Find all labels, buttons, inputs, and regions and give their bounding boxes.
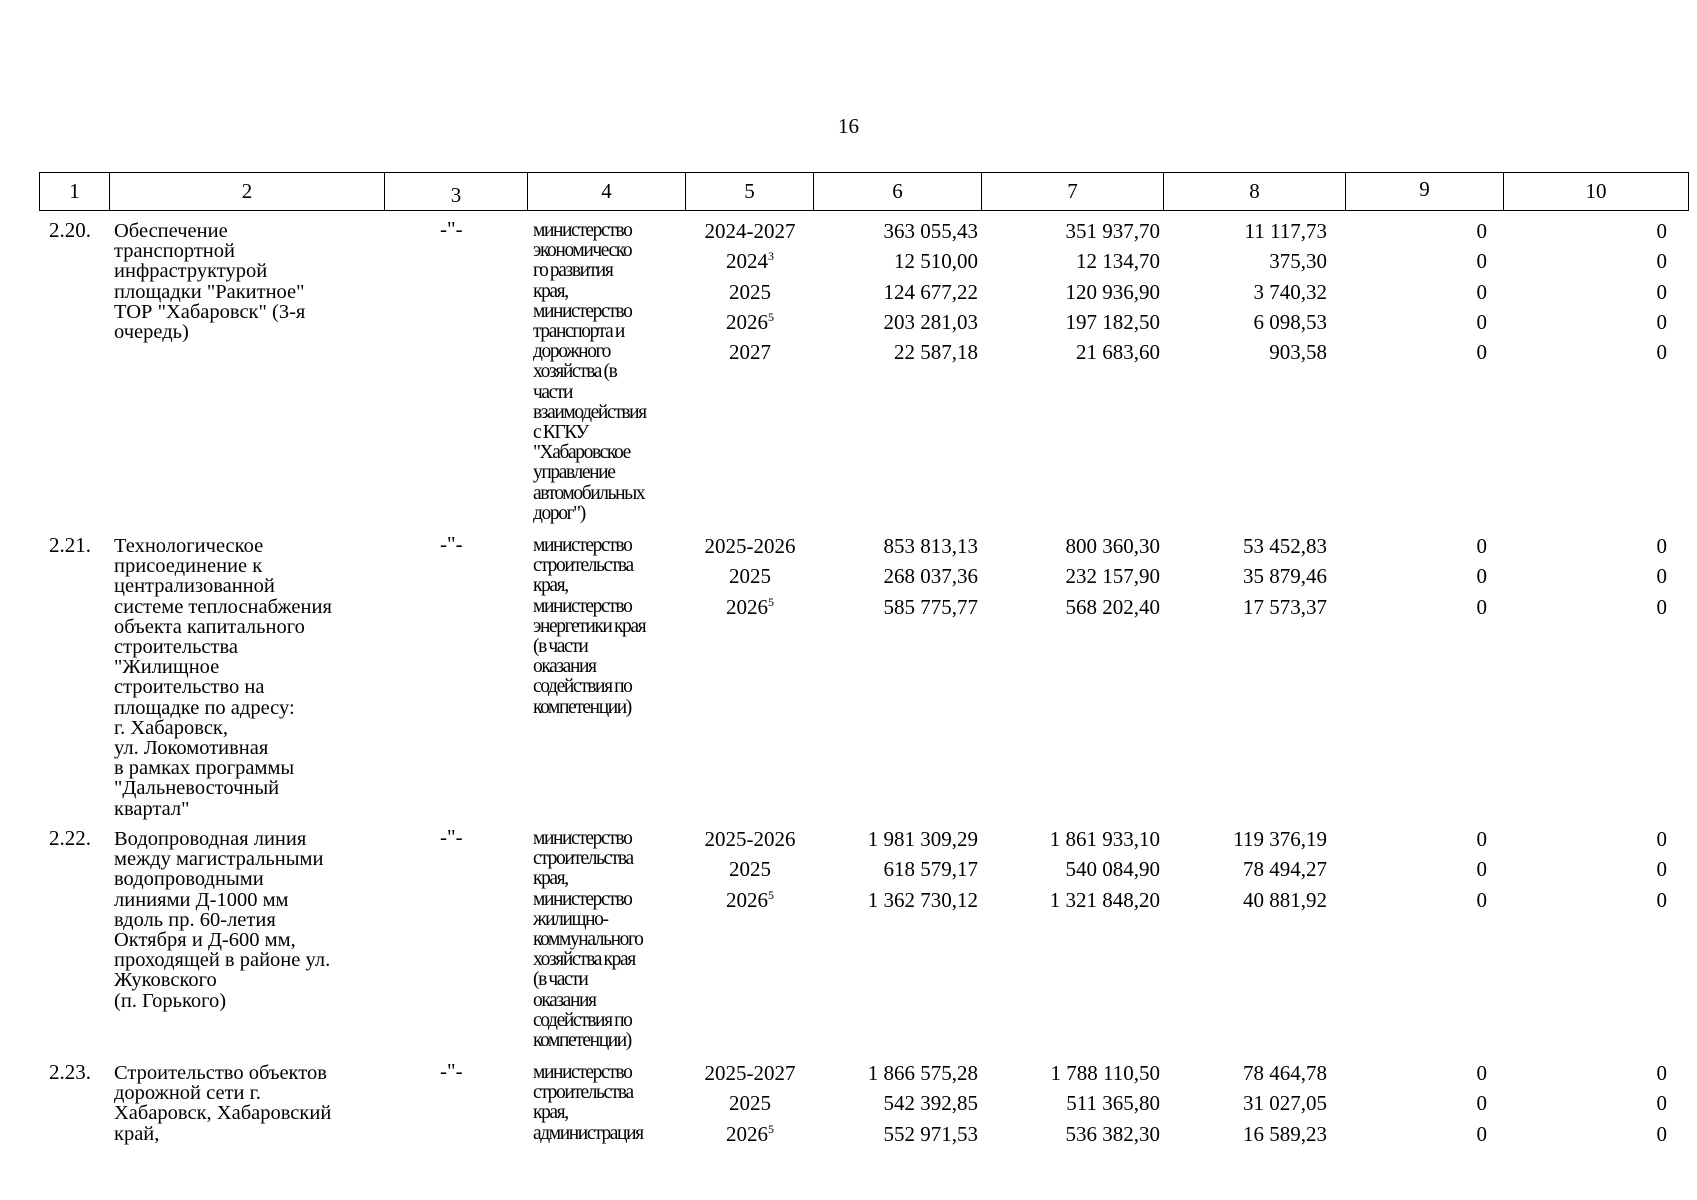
- col-6-value: 124 677,22: [883, 279, 978, 304]
- col-6-value: 542 392,85: [883, 1091, 978, 1116]
- col-6: [808, 216, 978, 367]
- year-text: 2027: [729, 340, 771, 365]
- col-9-value: 0: [1476, 1091, 1487, 1116]
- col-10-value: 0: [1656, 1121, 1667, 1146]
- col-9-value: 0: [1476, 887, 1487, 912]
- text-line: в рамках программы: [114, 757, 295, 780]
- header-col-10: 10: [1503, 173, 1688, 210]
- text-line: хозяйства (в: [533, 361, 617, 383]
- text-line: Жуковского: [114, 969, 217, 992]
- year-text: 2026: [726, 887, 768, 912]
- row-organization: [533, 221, 683, 524]
- col-10-value: 0: [1656, 827, 1667, 851]
- text-line: управление: [533, 462, 615, 484]
- text-line: содействия по: [533, 1009, 632, 1031]
- col-6-value: 203 281,03: [883, 309, 978, 334]
- year: [690, 592, 810, 622]
- col-9-value: 0: [1476, 594, 1487, 619]
- text-line: "Хабаровское: [533, 442, 630, 464]
- year: [690, 531, 810, 561]
- col-7: [990, 531, 1160, 622]
- year-text: 2025-2026: [704, 827, 796, 851]
- footnote-mark: 5: [768, 887, 774, 902]
- text-line: го развития: [533, 260, 613, 282]
- col-10-value: 0: [1656, 249, 1667, 274]
- text-line: Водопроводная линия: [114, 828, 307, 850]
- col-7-value: 568 202,40: [1065, 594, 1160, 619]
- text-line: инфраструктурой: [114, 260, 268, 283]
- text-line: ул. Локомотивная: [114, 737, 269, 760]
- col-7-value: 540 084,90: [1065, 857, 1160, 882]
- col-8-value: 17 573,37: [1243, 594, 1327, 619]
- year: [690, 337, 810, 367]
- col-9: [1427, 216, 1487, 367]
- text-line: системе теплоснабжения: [114, 595, 332, 618]
- col-7-value: 1 321 848,20: [1049, 887, 1160, 912]
- col-7-value: 1 861 933,10: [1049, 827, 1160, 851]
- col-8-value: 3 740,32: [1253, 279, 1327, 304]
- text-line: строительства: [533, 555, 633, 577]
- col-8-value: 40 881,92: [1243, 887, 1327, 912]
- header-col-9: 9: [1345, 173, 1503, 210]
- col-6: [808, 531, 978, 622]
- text-line: автомобильных: [533, 482, 645, 504]
- col-9-value: 0: [1476, 534, 1487, 558]
- table-header: [39, 172, 1689, 211]
- row-number: 2.23.: [49, 1060, 91, 1084]
- year: [690, 1088, 810, 1118]
- col-8: [1177, 824, 1327, 915]
- col-9-value: 0: [1476, 1061, 1487, 1085]
- col-9-value: 0: [1476, 857, 1487, 882]
- col-7-value: 197 182,50: [1065, 309, 1160, 334]
- text-line: министерство: [533, 300, 632, 322]
- header-col-7: 7: [981, 173, 1163, 210]
- row-name: [114, 829, 394, 1011]
- year-text: 2025: [729, 1091, 771, 1116]
- col-8-value: 16 589,23: [1243, 1121, 1327, 1146]
- col-9-value: 0: [1476, 564, 1487, 589]
- text-line: очередь): [114, 321, 189, 344]
- year-text: 2025-2026: [704, 534, 796, 558]
- col-10: [1607, 531, 1667, 622]
- col-7-value: 800 360,30: [1065, 534, 1160, 558]
- text-line: министерство: [533, 535, 632, 556]
- text-line: министерство: [533, 1062, 632, 1083]
- text-line: между магистральными: [114, 848, 324, 871]
- ditto-mark: -"-: [440, 1059, 463, 1083]
- row-name: [114, 1063, 394, 1144]
- text-line: оказания: [533, 989, 596, 1011]
- col-9-value: 0: [1476, 1121, 1487, 1146]
- footnote-mark: 5: [768, 594, 774, 609]
- col-6-value: 268 037,36: [883, 564, 978, 589]
- text-line: площадки "Ракитное": [114, 280, 305, 303]
- col-7-value: 120 936,90: [1065, 279, 1160, 304]
- footnote-mark: 5: [768, 1121, 774, 1136]
- col-8-value: 78 494,27: [1243, 857, 1327, 882]
- col-6: [808, 1058, 978, 1149]
- col-7-value: 21 683,60: [1076, 340, 1160, 365]
- year-text: 2024-2027: [704, 219, 796, 243]
- year-text: 2024: [726, 249, 768, 274]
- col-8-value: 119 376,19: [1233, 827, 1327, 851]
- col-10-value: 0: [1656, 594, 1667, 619]
- text-line: жилищно-: [533, 908, 608, 930]
- col-10-value: 0: [1656, 887, 1667, 912]
- year-text: 2026: [726, 1121, 768, 1146]
- text-line: Хабаровск, Хабаровский: [114, 1102, 332, 1125]
- text-line: экономическо: [533, 240, 632, 262]
- col-8-value: 78 464,78: [1243, 1061, 1327, 1085]
- col-10-value: 0: [1656, 564, 1667, 589]
- col-8-value: 903,58: [1269, 340, 1327, 365]
- col-6-value: 853 813,13: [883, 534, 978, 558]
- col-9-value: 0: [1476, 309, 1487, 334]
- row-organization: [533, 536, 683, 718]
- text-line: коммунального: [533, 929, 643, 951]
- col-8: [1177, 1058, 1327, 1149]
- col-7-value: 12 134,70: [1076, 249, 1160, 274]
- year: [690, 1058, 810, 1088]
- col-9: [1427, 824, 1487, 915]
- col-9-value: 0: [1476, 219, 1487, 243]
- text-line: с КГКУ: [533, 422, 588, 444]
- text-line: Октября и Д-600 мм,: [114, 929, 296, 952]
- row-number: 2.21.: [49, 533, 91, 557]
- text-line: администрация: [533, 1122, 643, 1144]
- footnote-mark: 3: [768, 249, 774, 264]
- text-line: (в части: [533, 969, 588, 991]
- text-line: министерство: [533, 220, 632, 241]
- header-col-5: 5: [685, 173, 813, 210]
- col-10-value: 0: [1656, 1091, 1667, 1116]
- col-8-value: 375,30: [1269, 249, 1327, 274]
- text-line: проходящей в районе ул.: [114, 949, 331, 972]
- year: [690, 277, 810, 307]
- col-7-value: 511 365,80: [1066, 1091, 1160, 1116]
- col-7: [990, 824, 1160, 915]
- text-line: квартал": [114, 797, 190, 820]
- footnote-mark: 5: [768, 309, 774, 324]
- col-6-value: 1 981 309,29: [867, 827, 978, 851]
- header-col-6: 6: [813, 173, 981, 210]
- col-6-value: 363 055,43: [883, 219, 978, 243]
- col-6-value: 1 362 730,12: [867, 887, 978, 912]
- ditto-mark: -"-: [440, 217, 463, 241]
- text-line: оказания: [533, 656, 596, 678]
- header-col-2: 2: [109, 173, 384, 210]
- text-line: дорожного: [533, 341, 611, 363]
- text-line: край,: [114, 1122, 160, 1145]
- text-line: строительства: [533, 848, 633, 870]
- year-text: 2025: [729, 564, 771, 589]
- col-6-value: 1 866 575,28: [867, 1061, 978, 1085]
- col-9-value: 0: [1476, 279, 1487, 304]
- year: [690, 1119, 810, 1149]
- year: [690, 216, 810, 246]
- text-line: ТОР "Хабаровск" (3-я: [114, 300, 306, 323]
- text-line: водопроводными: [114, 868, 264, 891]
- col-10-value: 0: [1656, 340, 1667, 365]
- col-7-value: 232 157,90: [1065, 564, 1160, 589]
- col-7: [990, 1058, 1160, 1149]
- col-8-value: 6 098,53: [1253, 309, 1327, 334]
- text-line: компетенции): [533, 696, 631, 718]
- col-8: [1177, 531, 1327, 622]
- col-8-value: 35 879,46: [1243, 564, 1327, 589]
- header-col-3: 3: [384, 173, 527, 210]
- text-line: г. Хабаровск,: [114, 716, 229, 739]
- text-line: компетенции): [533, 1030, 631, 1052]
- col-8-value: 31 027,05: [1243, 1091, 1327, 1116]
- header-col-1: 1: [69, 179, 80, 203]
- text-line: площадке по адресу:: [114, 696, 295, 719]
- row-number: 2.22.: [49, 826, 91, 850]
- row-number: 2.20.: [49, 218, 91, 242]
- text-line: линиями Д-1000 мм: [114, 888, 289, 911]
- col-8: [1177, 216, 1327, 367]
- header-col-8: 8: [1163, 173, 1345, 210]
- col-6-value: 618 579,17: [883, 857, 978, 882]
- col-9-value: 0: [1476, 340, 1487, 365]
- text-line: объекта капитального: [114, 615, 305, 638]
- text-line: хозяйства края: [533, 949, 635, 971]
- col-10: [1607, 216, 1667, 367]
- year-text: 2025-2027: [704, 1061, 796, 1085]
- text-line: централизованной: [114, 575, 275, 598]
- col-7-value: 1 788 110,50: [1050, 1061, 1160, 1085]
- text-line: транспортной: [114, 240, 235, 263]
- text-line: энергетики края: [533, 615, 646, 637]
- col-10-value: 0: [1656, 219, 1667, 243]
- col-10-value: 0: [1656, 1061, 1667, 1085]
- year: [690, 854, 810, 884]
- years-column: [690, 531, 810, 622]
- col-10: [1607, 1058, 1667, 1149]
- text-line: Обеспечение: [114, 220, 228, 242]
- text-line: вдоль пр. 60-летия: [114, 908, 276, 931]
- col-7-value: 536 382,30: [1065, 1121, 1160, 1146]
- row-name: [114, 536, 394, 819]
- ditto-mark: -"-: [440, 532, 463, 556]
- text-line: части: [533, 381, 573, 403]
- text-line: "Жилищное: [114, 656, 220, 679]
- text-line: транспорта и: [533, 321, 624, 343]
- years-column: [690, 824, 810, 915]
- col-9: [1427, 531, 1487, 622]
- col-6-value: 552 971,53: [883, 1121, 978, 1146]
- col-6-value: 12 510,00: [894, 249, 978, 274]
- year: [690, 561, 810, 591]
- col-8-value: 11 117,73: [1244, 219, 1327, 243]
- text-line: строительство на: [114, 676, 265, 699]
- col-7-value: 351 937,70: [1065, 219, 1160, 243]
- text-line: (в части: [533, 636, 588, 658]
- text-line: края,: [533, 280, 568, 302]
- col-10: [1607, 824, 1667, 915]
- col-10-value: 0: [1656, 857, 1667, 882]
- text-line: края,: [533, 575, 568, 597]
- col-6-value: 585 775,77: [883, 594, 978, 619]
- year: [690, 307, 810, 337]
- col-6-value: 22 587,18: [894, 340, 978, 365]
- year-text: 2026: [726, 309, 768, 334]
- row-organization: [533, 829, 683, 1051]
- header-col-4: 4: [527, 173, 685, 210]
- text-line: дорожной сети г.: [114, 1082, 261, 1105]
- col-6: [808, 824, 978, 915]
- text-line: Строительство объектов: [114, 1062, 327, 1084]
- text-line: министерство: [533, 888, 632, 910]
- text-line: края,: [533, 868, 568, 890]
- col-8-value: 53 452,83: [1243, 534, 1327, 558]
- col-10-value: 0: [1656, 279, 1667, 304]
- text-line: министерство: [533, 595, 632, 617]
- ditto-mark: -"-: [440, 825, 463, 849]
- text-line: "Дальневосточный: [114, 777, 280, 800]
- year-text: 2026: [726, 594, 768, 619]
- col-9: [1427, 1058, 1487, 1149]
- year-text: 2025: [729, 279, 771, 304]
- col-9-value: 0: [1476, 249, 1487, 274]
- text-line: (п. Горького): [114, 989, 227, 1012]
- year: [690, 824, 810, 854]
- col-7: [990, 216, 1160, 367]
- row-name: [114, 221, 394, 342]
- year-text: 2025: [729, 857, 771, 882]
- text-line: строительства: [533, 1082, 633, 1104]
- col-10-value: 0: [1656, 534, 1667, 558]
- year: [690, 246, 810, 276]
- row-organization: [533, 1063, 683, 1144]
- years-column: [690, 1058, 810, 1149]
- text-line: взаимодействия: [533, 401, 646, 423]
- text-line: содействия по: [533, 676, 632, 698]
- text-line: министерство: [533, 828, 632, 849]
- page-number: 16: [838, 114, 859, 138]
- text-line: присоединение к: [114, 555, 263, 578]
- col-9-value: 0: [1476, 827, 1487, 851]
- text-line: дорог"): [533, 502, 585, 524]
- col-10-value: 0: [1656, 309, 1667, 334]
- year: [690, 885, 810, 915]
- text-line: края,: [533, 1102, 568, 1124]
- years-column: [690, 216, 810, 367]
- text-line: строительства: [114, 636, 238, 659]
- text-line: Технологическое: [114, 535, 264, 557]
